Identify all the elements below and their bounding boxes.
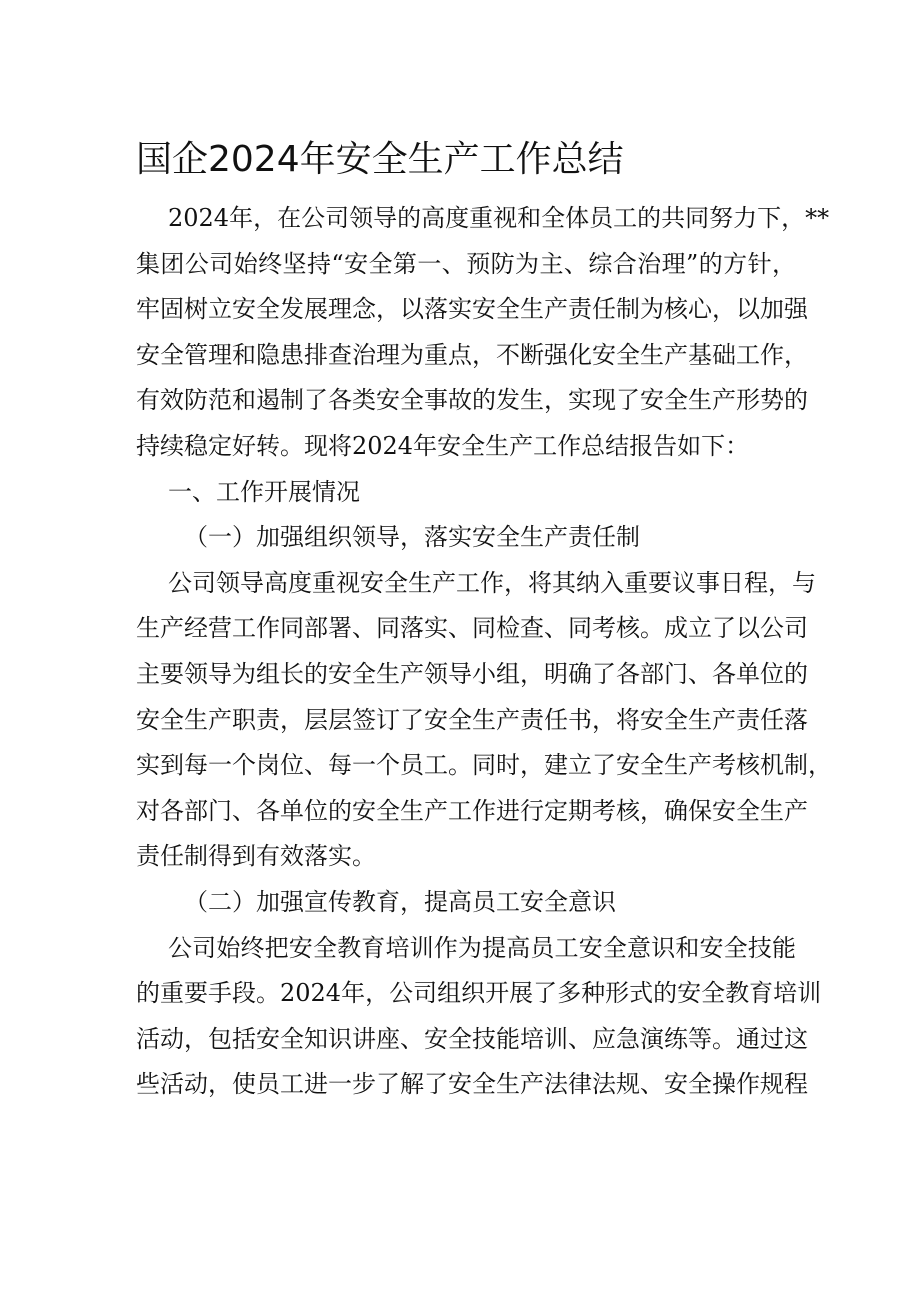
paragraph-line: 生产经营工作同部署、同落实、同检查、同考核。成立了以公司 bbox=[136, 614, 808, 643]
section-heading: 一、工作开展情况 bbox=[168, 477, 360, 506]
document-title: 国企2024年安全生产工作总结 bbox=[136, 139, 624, 180]
document-body bbox=[136, 196, 832, 1108]
paragraph-line: 安全生产职责，层层签订了安全生产责任书，将安全生产责任落 bbox=[136, 705, 808, 734]
paragraph-line: 实到每一个岗位、每一个员工。同时，建立了安全生产考核机制， bbox=[136, 751, 832, 780]
paragraph-line: 主要领导为组长的安全生产领导小组，明确了各部门、各单位的 bbox=[136, 659, 808, 688]
paragraph-line: 活动，包括安全知识讲座、安全技能培训、应急演练等。通过这 bbox=[136, 1024, 808, 1053]
paragraph-line: 些活动，使员工进一步了解了安全生产法律法规、安全操作规程 bbox=[136, 1070, 808, 1099]
paragraph-line: 公司领导高度重视安全生产工作，将其纳入重要议事日程，与 bbox=[168, 568, 816, 597]
paragraph-line: 的重要手段。2024年，公司组织开展了多种形式的安全教育培训 bbox=[136, 979, 822, 1008]
paragraph-line: 责任制得到有效落实。 bbox=[136, 842, 376, 871]
paragraph-line: 集团公司始终坚持“安全第一、预防为主、综合治理”的方针， bbox=[136, 249, 796, 278]
paragraph-line: 持续稳定好转。现将2024年安全生产工作总结报告如下： bbox=[136, 431, 750, 460]
subsection-heading: （一）加强组织领导，落实安全生产责任制 bbox=[184, 523, 640, 552]
subsection-heading: （二）加强宣传教育，提高员工安全意识 bbox=[184, 887, 616, 916]
paragraph-line: 有效防范和遏制了各类安全事故的发生，实现了安全生产形势的 bbox=[136, 386, 808, 415]
paragraph-line: 安全管理和隐患排查治理为重点，不断强化安全生产基础工作， bbox=[136, 340, 808, 369]
paragraph-line: 2024年，在公司领导的高度重视和全体员工的共同努力下，** bbox=[168, 204, 830, 232]
paragraph-line: 对各部门、各单位的安全生产工作进行定期考核，确保安全生产 bbox=[136, 796, 808, 825]
paragraph-line: 牢固树立安全发展理念，以落实安全生产责任制为核心，以加强 bbox=[136, 295, 808, 324]
paragraph-line: 公司始终把安全教育培训作为提高员工安全意识和安全技能 bbox=[168, 933, 796, 962]
